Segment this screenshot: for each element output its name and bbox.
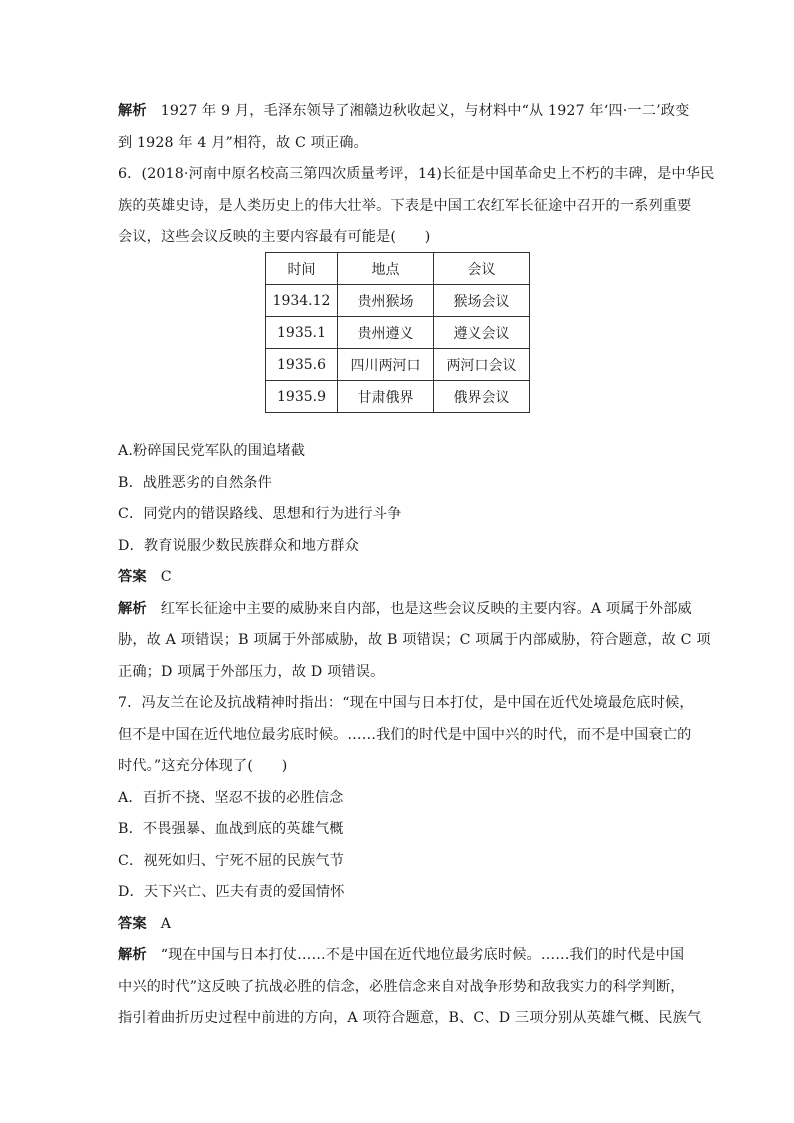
analysis-label: 解析: [118, 947, 147, 963]
table-cell: 四川两河口: [338, 349, 434, 381]
table-cell: 甘肃俄界: [338, 381, 434, 413]
table-row: [266, 349, 530, 381]
table-cell: 两河口会议: [434, 349, 530, 381]
question-line: 会议，这些会议反映的主要内容最有可能是( ): [118, 229, 431, 245]
option-d: D．天下兴亡、匹夫有责的爱国情怀: [118, 884, 345, 900]
analysis-line: 解析 红军长征途中主要的威胁来自内部，也是这些会议反映的主要内容。A 项属于外部威: [118, 600, 692, 617]
table-cell: 贵州猴场: [338, 285, 434, 317]
question-line: 族的英雄史诗，是人类历史上的伟大壮举。下表是中国工农红军长征途中召开的一系列重要: [118, 197, 692, 214]
question-line: 6．(2018·河南中原名校高三第四次质量考评，14)长征是中国革命史上不朽的丰碑，是中华民: [118, 166, 715, 182]
long-march-meetings-table: [265, 252, 530, 413]
analysis-line: 正确；D 项属于外部压力，故 D 项错误。: [118, 663, 385, 680]
question-line: 时代。”这充分体现了( ): [118, 758, 288, 774]
table-cell: 1934.12: [266, 285, 338, 317]
answer-label: 答案: [118, 915, 147, 932]
answer-line: [118, 909, 680, 941]
analysis-label: 解析: [118, 600, 147, 617]
table-cell: 贵州遵义: [338, 317, 434, 349]
table-header-row: [266, 253, 530, 285]
option-d: D．教育说服少数民族群众和地方群众: [118, 537, 359, 554]
analysis-line: 指引着曲折历史过程中前进的方向，A 项符合题意，B、C、D 三项分别从英雄气概、民族气: [118, 1010, 702, 1026]
table-cell: 1935.6: [266, 349, 338, 381]
question-7: [118, 688, 702, 1035]
question-6: [118, 159, 715, 254]
previous-analysis: [118, 96, 690, 159]
table-row: [266, 285, 530, 317]
table-cell: 猴场会议: [434, 285, 530, 317]
analysis-line: 解析 “现在中国与日本打仗……不是中国在近代地位最劣底时候。……我们的时代是中国: [118, 947, 685, 963]
question-line: 但不是中国在近代地位最劣底时候。……我们的时代是中国中兴的时代，而不是中国衰亡的: [118, 726, 692, 743]
option-a: A.粉碎国民党军队的围追堵截: [118, 443, 306, 459]
option-b: B．战胜恶劣的自然条件: [118, 474, 272, 491]
table-row: [266, 317, 530, 349]
table-header-cell: 会议: [434, 253, 530, 285]
analysis-label: 解析: [118, 103, 147, 119]
analysis-line: 解析 1927 年 9 月，毛泽东领导了湘赣边秋收起义，与材料中“从 1927 年‘四·一二’政变: [118, 103, 690, 119]
table-cell: 1935.9: [266, 381, 338, 413]
table-row: [266, 381, 530, 413]
analysis-line: 到 1928 年 4 月”相符，故 C 项正确。: [118, 134, 368, 151]
answer-label: 答案: [118, 569, 147, 585]
analysis-line: 胁，故 A 项错误；B 项属于外部威胁，故 B 项错误；C 项属于内部威胁，符合题意，故 C 项: [118, 632, 711, 648]
table-cell: 遵义会议: [434, 317, 530, 349]
table-cell: 1935.1: [266, 317, 338, 349]
answer-line: [118, 562, 680, 594]
question-line: 7．冯友兰在论及抗战精神时指出：“现在中国与日本打仗，是中国在近代处境最危底时候，: [118, 695, 694, 711]
option-c: C．同党内的错误路线、思想和行为进行斗争: [118, 506, 402, 522]
answer-value: C: [160, 569, 172, 585]
option-a: A．百折不挠、坚忍不拔的必胜信念: [118, 789, 344, 806]
analysis-line: 中兴的时代”这反映了抗战必胜的信念，必胜信念来自对战争形势和敌我实力的科学判断，: [118, 978, 685, 995]
option-b: B．不畏强暴、血战到底的英雄气概: [118, 821, 344, 837]
table-cell: 俄界会议: [434, 381, 530, 413]
table-header-cell: 时间: [266, 253, 338, 285]
answer-value: A: [160, 915, 172, 932]
table-header-cell: 地点: [338, 253, 434, 285]
question-6-options: [118, 436, 711, 688]
option-c: C．视死如归、宁死不屈的民族气节: [118, 852, 345, 869]
